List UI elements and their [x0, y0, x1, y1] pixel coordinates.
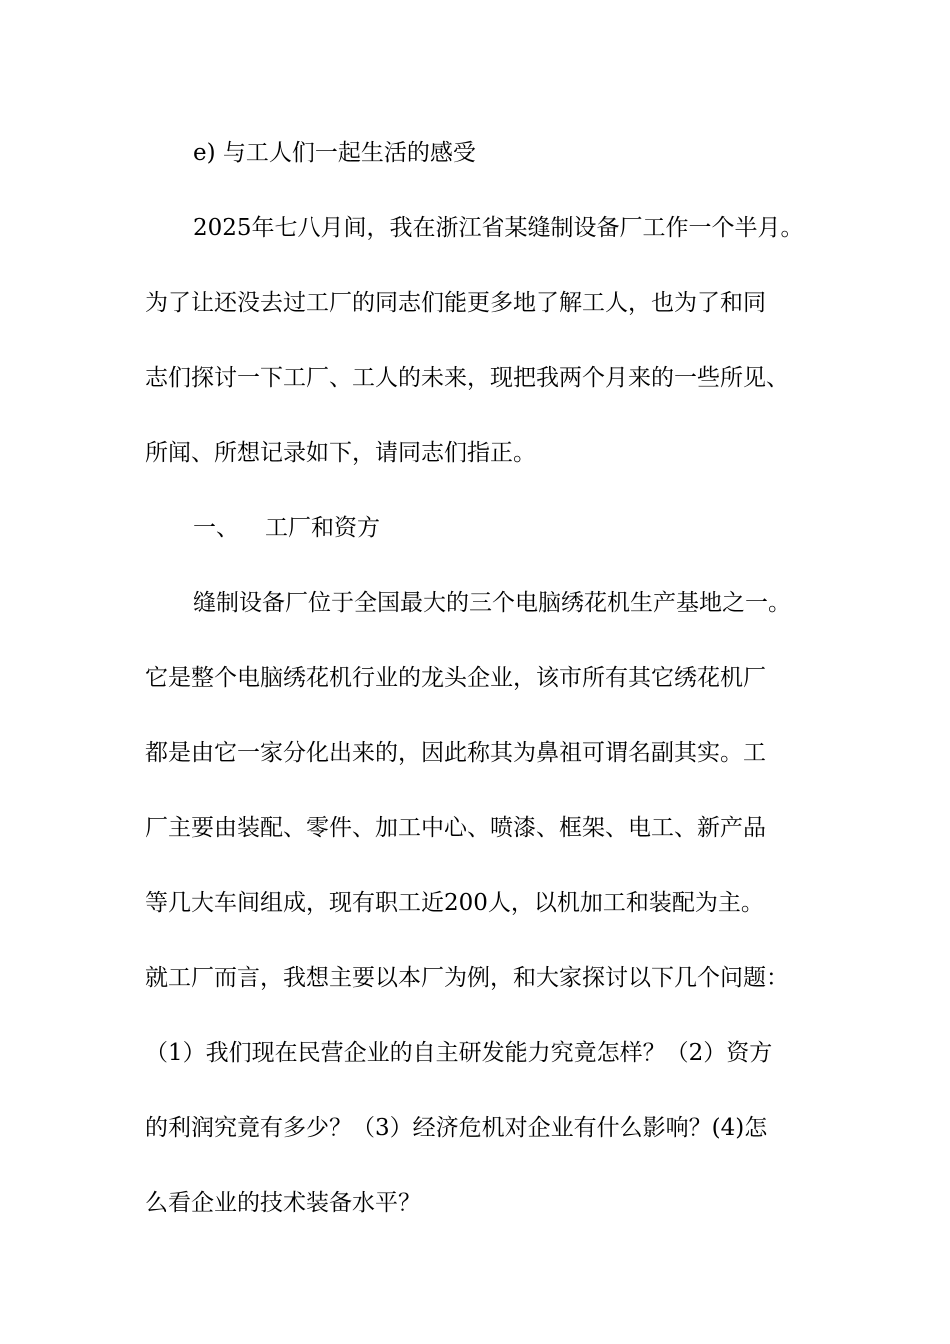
section-number: 一、 — [193, 515, 239, 541]
body-line-8: 的利润究竟有多少？（3）经济危机对企业有什么影响？(4)怎 — [145, 1115, 768, 1141]
intro-line-2: 为了让还没去过工厂的同志们能更多地了解工人，也为了和同 — [145, 290, 766, 316]
intro-line-4: 所闻、所想记录如下，请同志们指正。 — [145, 440, 536, 466]
body-line-4: 厂主要由装配、零件、加工中心、喷漆、框架、电工、新产品 — [145, 815, 766, 841]
section-title: 工厂和资方 — [265, 515, 380, 541]
body-line-2: 它是整个电脑绣花机行业的龙头企业，该市所有其它绣花机厂 — [145, 665, 766, 691]
body-line-1: 缝制设备厂位于全国最大的三个电脑绣花机生产基地之一。 — [193, 590, 791, 616]
body-line-6: 就工厂而言，我想主要以本厂为例，和大家探讨以下几个问题： — [145, 965, 789, 991]
intro-line-3: 志们探讨一下工厂、工人的未来，现把我两个月来的一些所见、 — [145, 365, 789, 391]
section-heading — [193, 513, 380, 543]
body-line-7: （1）我们现在民营企业的自主研发能力究竟怎样？（2）资方 — [145, 1040, 773, 1066]
body-line-3: 都是由它一家分化出来的，因此称其为鼻祖可谓名副其实。工 — [145, 740, 766, 766]
intro-line-1: 2025年七八月间，我在浙江省某缝制设备厂工作一个半月。 — [193, 215, 804, 241]
body-line-9: 么看企业的技术装备水平？ — [145, 1190, 421, 1216]
subheading-e: e) 与工人们一起生活的感受 — [193, 140, 476, 166]
body-line-5: 等几大车间组成，现有职工近200人，以机加工和装配为主。 — [145, 890, 764, 916]
